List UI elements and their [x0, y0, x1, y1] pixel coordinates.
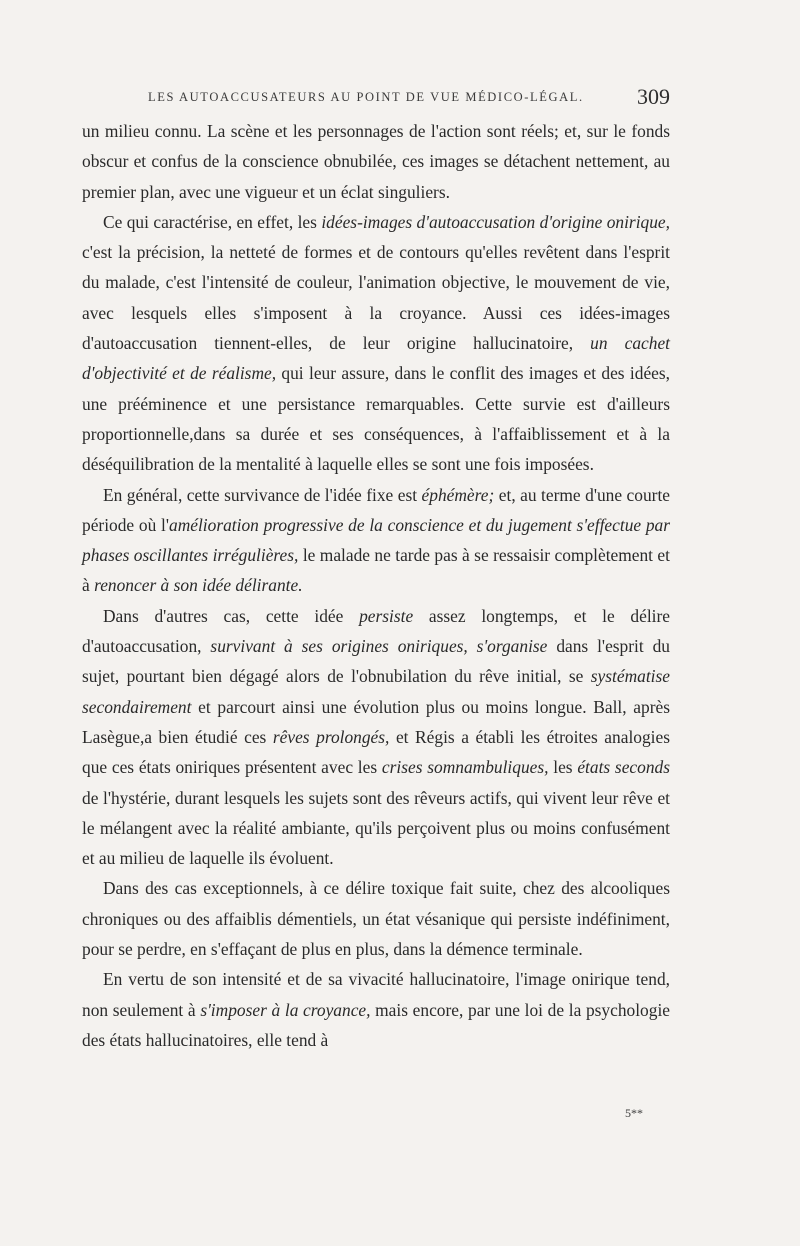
text-run: dans l'esprit du sujet, pourtant bien dégagé alors de l'obnubilation du rêve initial, se [82, 636, 671, 687]
body-text [82, 116, 670, 1055]
page-number: 309 [637, 84, 670, 109]
italic-text: rêves prolongés, [272, 726, 390, 747]
italic-text: éphémère; [421, 484, 495, 505]
text-run: et, au terme d'une courte période où l' [82, 484, 670, 535]
text-run: Dans des cas exceptionnels, à ce délire toxique fait suite, chez des alcooliques chroniques ou des affaiblis démentiels, un état vésanique qui persiste indéfiniment, pour se perdre, en s'effaçant de plus en plus, dans la démence terminale. [82, 878, 670, 960]
text-run: c'est la précision, la netteté de formes et de contours qu'elles revêtent dans l'esprit du malade, c'est l'intensité de couleur, l'animation objective, le mouvement de vie, avec lesquels elles s'imposent à la croyance. Aussi ces idées-images d'autoaccusation tiennent-elles, de leur origine hallucinatoire, [82, 242, 670, 354]
italic-text: états seconds [577, 757, 670, 778]
italic-text: s'imposer à la croyance, [200, 999, 371, 1020]
italic-text: un cachet d'objectivité et de réalisme, [82, 333, 670, 384]
italic-text: crises somnambuliques, [381, 757, 549, 778]
running-head: LES AUTOACCUSATEURS AU POINT DE VUE MÉDICO-LÉGAL. [148, 90, 584, 104]
italic-text: amélioration progressive de la conscience et du jugement s'effectue par phases oscillantes irrégulières, [82, 514, 671, 566]
italic-text: renoncer à son idée délirante. [94, 575, 303, 596]
text-run: qui leur assure, dans le conflit des images et des idées, une prééminence et une persistance remarquables. Cette survie est d'ailleurs proportionnelle,dans sa durée et ses conséquences, à l'affaiblissement et à la déséquilibration de la mentalité à laquelle elles se sont une fois imposées. [82, 363, 670, 475]
text-run: de l'hystérie, durant lesquels les sujets sont des rêveurs actifs, qui vivent leur rêve et le mélangent avec la réalité ambiante, qu'ils perçoivent plus ou moins confusément et au milieu de laquelle ils évoluent. [82, 787, 670, 869]
text-run: les [548, 757, 578, 778]
paragraph [82, 964, 670, 1055]
paragraph [82, 601, 670, 874]
italic-text: survivant à ses origines oniriques, s'organise [210, 636, 548, 657]
text-run: mais encore, par une loi de la psychologie des états hallucinatoires, elle tend à [82, 999, 671, 1050]
italic-text: idées-images d'autoaccusation d'origine onirique, [321, 211, 670, 232]
italic-text: systématise secondairement [82, 666, 670, 717]
text-run: En vertu de son intensité et de sa vivacité hallucinatoire, l'image onirique tend, non seulement à [82, 969, 670, 1020]
text-run: et Régis a établi les étroites analogies que ces états oniriques présentent avec les [82, 726, 670, 778]
paragraph [82, 480, 670, 601]
text-run: assez longtemps, et le délire d'autoaccusation, [82, 605, 670, 657]
paragraph [82, 873, 670, 964]
paragraph [82, 116, 670, 207]
text-run: Dans d'autres cas, cette idée [103, 605, 360, 626]
text-run: un milieu connu. La scène et les personnages de l'action sont réels; et, sur le fonds obscur et confus de la conscience obnubilée, ces images se détachent nettement, au premier plan, avec une vigueur et un éclat singuliers. [82, 121, 670, 202]
page-header [82, 84, 670, 114]
italic-text: persiste [359, 605, 414, 626]
text-run: Ce qui caractérise, en effet, les [103, 211, 322, 232]
text-run: En général, cette survivance de l'idée fixe est [103, 484, 422, 505]
text-run: et parcourt ainsi une évolution plus ou moins longue. Ball, après Lasègue,a bien étudié ces [82, 696, 670, 747]
printer-signature-mark: 5** [625, 1106, 643, 1120]
paragraph [82, 207, 670, 480]
text-run: le malade ne tarde pas à se ressaisir complètement et à [82, 545, 670, 596]
